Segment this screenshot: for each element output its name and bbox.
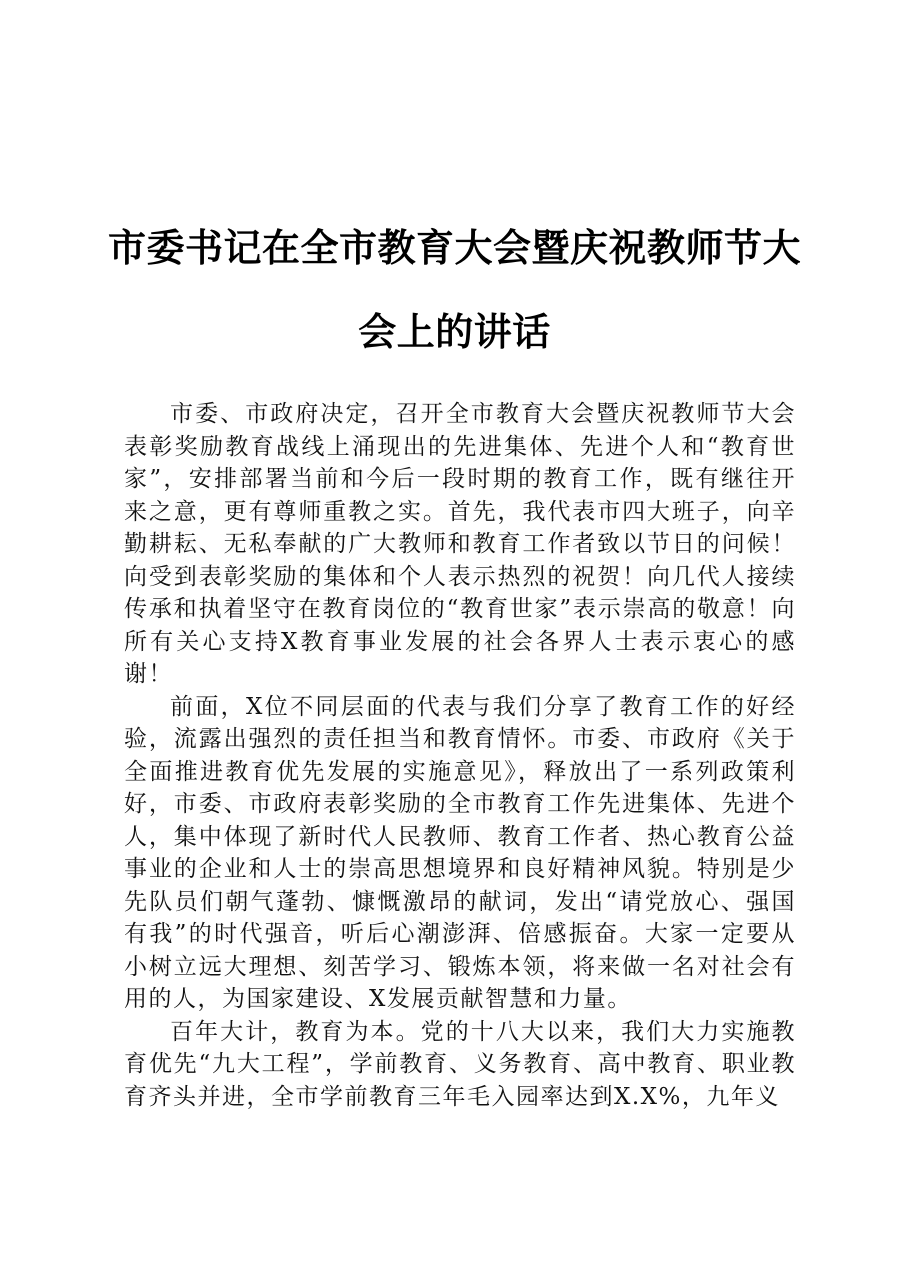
paragraph-2: 前面，X位不同层面的代表与我们分享了教育工作的好经验，流露出强烈的责任担当和教育情怀。市委、市政府《关于全面推进教育优先发展的实施意见》，释放出了一系列政策利好，市委、市政府表彰奖励的全市教育工作先进集体、先进个人，集中体现了新时代人民教师、教育工作者、热心教育公益事业的企业和人士的崇高思想境界和良好精神风貌。特别是少先队员们朝气蓬勃、慷慨激昂的献词，发出“请党放心、强国有我”的时代强音，听后心潮澎湃、倍感振奋。大家一定要从小树立远大理想、刻苦学习、锻炼本领，将来做一名对社会有用的人，为国家建设、X发展贡献智慧和力量。 — [124, 693, 796, 1012]
document-body — [124, 398, 796, 1113]
paragraph-1: 市委、市政府决定，召开全市教育大会暨庆祝教师节大会表彰奖励教育战线上涌现出的先进集体、先进个人和“教育世家”，安排部署当前和今后一段时期的教育工作，既有继往开来之意，更有尊师重教之实。首先，我代表市四大班子，向辛勤耕耘、无私奉献的广大教师和教育工作者致以节日的问候！向受到表彰奖励的集体和个人表示热烈的祝贺！向几代人接续传承和执着坚守在教育岗位的“教育世家”表示崇高的敬意！向所有关心支持X教育事业发展的社会各界人士表示衷心的感谢！ — [124, 401, 796, 687]
paragraph-3: 百年大计，教育为本。党的十八大以来，我们大力实施教育优先“九大工程”，学前教育、义务教育、高中教育、职业教育齐头并进，全市学前教育三年毛入园率达到X.X%，九年义 — [124, 1018, 796, 1110]
document-title: 市委书记在全市教育大会暨庆祝教师节大会上的讲话 — [107, 225, 801, 354]
